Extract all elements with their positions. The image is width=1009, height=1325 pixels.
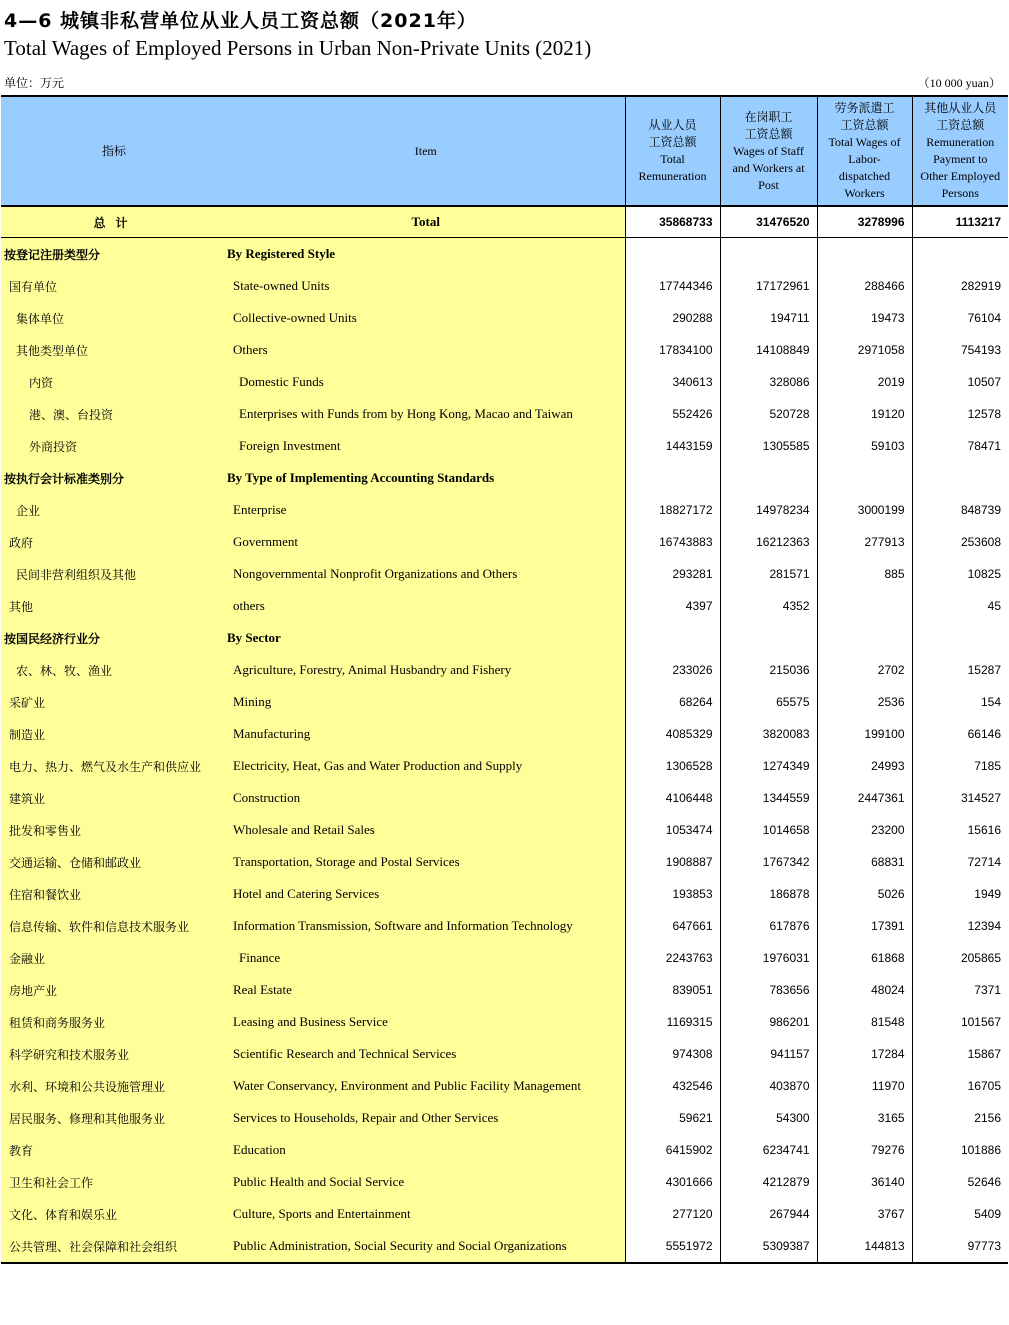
cell-dispatched-wages: 277913: [817, 526, 912, 558]
cell-total-remuneration: 1306528: [625, 750, 720, 782]
cell-total-remuneration: 552426: [625, 398, 720, 430]
row-item-en: Hotel and Catering Services: [227, 878, 625, 910]
row-item-en: Public Health and Social Service: [227, 1166, 625, 1198]
cell-dispatched-wages: 61868: [817, 942, 912, 974]
cell-other-remuneration: 7371: [912, 974, 1008, 1006]
cell-dispatched-wages: 19473: [817, 302, 912, 334]
cell-staff-wages: 65575: [720, 686, 817, 718]
row-indicator-cn: 港、澳、台投资: [1, 398, 227, 430]
row-indicator-cn: 住宿和餐饮业: [1, 878, 227, 910]
cell-staff-wages: 14108849: [720, 334, 817, 366]
table-row: [1, 398, 1008, 430]
row-item-en: Services to Households, Repair and Other Services: [227, 1102, 625, 1134]
row-item-en: By Registered Style: [227, 238, 625, 271]
header-col1-cn: 从业人员 工资总额: [648, 118, 697, 149]
cell-other-remuneration: 10507: [912, 366, 1008, 398]
row-indicator-cn: 政府: [1, 526, 227, 558]
cell-dispatched-wages: 36140: [817, 1166, 912, 1198]
row-item-en: Agriculture, Forestry, Animal Husbandry and Fishery: [227, 654, 625, 686]
table-row: [1, 654, 1008, 686]
row-indicator-cn: 房地产业: [1, 974, 227, 1006]
cell-dispatched-wages: 2447361: [817, 782, 912, 814]
cell-dispatched-wages: 5026: [817, 878, 912, 910]
cell-dispatched-wages: [817, 590, 912, 622]
row-item-en: Enterprise: [227, 494, 625, 526]
row-item-en: Mining: [227, 686, 625, 718]
row-item-en: Wholesale and Retail Sales: [227, 814, 625, 846]
cell-total-remuneration: 1908887: [625, 846, 720, 878]
row-indicator-cn: 建筑业: [1, 782, 227, 814]
cell-other-remuneration: 72714: [912, 846, 1008, 878]
row-item-en: Foreign Investment: [227, 430, 625, 462]
cell-staff-wages: 6234741: [720, 1134, 817, 1166]
unit-label-en: （10 000 yuan）: [917, 76, 1001, 90]
cell-dispatched-wages: 3165: [817, 1102, 912, 1134]
row-item-en: Electricity, Heat, Gas and Water Production and Supply: [227, 750, 625, 782]
cell-staff-wages: 5309387: [720, 1230, 817, 1263]
cell-total-remuneration: 16743883: [625, 526, 720, 558]
row-indicator-cn: 外商投资: [1, 430, 227, 462]
cell-staff-wages: 617876: [720, 910, 817, 942]
header-indicator: 指标: [1, 96, 227, 206]
cell-other-remuneration: 154: [912, 686, 1008, 718]
header-col2-cn: 在岗职工 工资总额: [744, 109, 793, 141]
cell-dispatched-wages: [817, 462, 912, 494]
table-row: [1, 494, 1008, 526]
row-item-en: Domestic Funds: [227, 366, 625, 398]
header-other-remuneration: [912, 96, 1008, 206]
cell-total-remuneration: 17834100: [625, 334, 720, 366]
header-col3-en: Total Wages of Labor- dispatched Workers: [828, 135, 901, 200]
cell-staff-wages: 1274349: [720, 750, 817, 782]
cell-dispatched-wages: 19120: [817, 398, 912, 430]
header-col4-en: Remuneration Payment to Other Employed Persons: [920, 135, 1001, 200]
header-col2-en: Wages of Staff and Workers at Post: [732, 143, 805, 192]
row-indicator-cn: 按登记注册类型分: [1, 238, 227, 271]
row-indicator-cn: 集体单位: [1, 302, 227, 334]
table-row: [1, 686, 1008, 718]
cell-other-remuneration: 78471: [912, 430, 1008, 462]
table-row: [1, 750, 1008, 782]
row-item-en: Leasing and Business Service: [227, 1006, 625, 1038]
cell-other-remuneration: 76104: [912, 302, 1008, 334]
table-row: [1, 270, 1008, 302]
cell-total-remuneration: 6415902: [625, 1134, 720, 1166]
table-row: [1, 782, 1008, 814]
cell-staff-wages: 215036: [720, 654, 817, 686]
cell-other-remuneration: [912, 622, 1008, 654]
cell-total-remuneration: 68264: [625, 686, 720, 718]
cell-total-remuneration: [625, 622, 720, 654]
row-indicator-cn: 制造业: [1, 718, 227, 750]
row-item-en: Real Estate: [227, 974, 625, 1006]
row-indicator-cn: 其他类型单位: [1, 334, 227, 366]
row-indicator-cn: 科学研究和技术服务业: [1, 1038, 227, 1070]
cell-staff-wages: 520728: [720, 398, 817, 430]
cell-total-remuneration: 59621: [625, 1102, 720, 1134]
cell-staff-wages: 1014658: [720, 814, 817, 846]
cell-total-remuneration: 4301666: [625, 1166, 720, 1198]
table-row: [1, 1166, 1008, 1198]
table-row: [1, 1038, 1008, 1070]
cell-dispatched-wages: 2536: [817, 686, 912, 718]
row-indicator-cn: 民间非营利组织及其他: [1, 558, 227, 590]
cell-other-remuneration: [912, 462, 1008, 494]
cell-total-remuneration: [625, 462, 720, 494]
cell-total-remuneration: 17744346: [625, 270, 720, 302]
cell-staff-wages: 267944: [720, 1198, 817, 1230]
table-row: [1, 590, 1008, 622]
cell-total-remuneration: 4397: [625, 590, 720, 622]
row-indicator-cn: 按执行会计标准类别分: [1, 462, 227, 494]
cell-dispatched-wages: 3767: [817, 1198, 912, 1230]
cell-other-remuneration: [912, 238, 1008, 271]
cell-staff-wages: 16212363: [720, 526, 817, 558]
table-row: [1, 910, 1008, 942]
header-item: Item: [227, 96, 625, 206]
cell-dispatched-wages: [817, 622, 912, 654]
row-item-en: Construction: [227, 782, 625, 814]
cell-dispatched-wages: 23200: [817, 814, 912, 846]
table-row: [1, 334, 1008, 366]
cell-other-remuneration: 282919: [912, 270, 1008, 302]
table-row: [1, 1134, 1008, 1166]
table-body: [1, 206, 1008, 1263]
cell-total-remuneration: 4106448: [625, 782, 720, 814]
cell-total-remuneration: 839051: [625, 974, 720, 1006]
cell-total-remuneration: 2243763: [625, 942, 720, 974]
table-row: [1, 526, 1008, 558]
row-item-en: Enterprises with Funds from by Hong Kong, Macao and Taiwan: [227, 398, 625, 430]
cell-other-remuneration: 1949: [912, 878, 1008, 910]
table-row: [1, 878, 1008, 910]
cell-dispatched-wages: 79276: [817, 1134, 912, 1166]
row-indicator-cn: 信息传输、软件和信息技术服务业: [1, 910, 227, 942]
section-row: [1, 622, 1008, 654]
row-item-en: By Sector: [227, 622, 625, 654]
row-item-en: Information Transmission, Software and Information Technology: [227, 910, 625, 942]
cell-staff-wages: 941157: [720, 1038, 817, 1070]
cell-total-remuneration: 35868733: [625, 206, 720, 238]
cell-staff-wages: 3820083: [720, 718, 817, 750]
cell-dispatched-wages: 199100: [817, 718, 912, 750]
cell-staff-wages: [720, 238, 817, 271]
cell-other-remuneration: 101567: [912, 1006, 1008, 1038]
cell-other-remuneration: 66146: [912, 718, 1008, 750]
cell-other-remuneration: 12394: [912, 910, 1008, 942]
row-indicator-cn: 企业: [1, 494, 227, 526]
section-row: [1, 462, 1008, 494]
cell-total-remuneration: 974308: [625, 1038, 720, 1070]
row-indicator-cn: 农、林、牧、渔业: [1, 654, 227, 686]
table-row: [1, 366, 1008, 398]
cell-other-remuneration: 45: [912, 590, 1008, 622]
cell-other-remuneration: 16705: [912, 1070, 1008, 1102]
row-indicator-cn: 居民服务、修理和其他服务业: [1, 1102, 227, 1134]
cell-dispatched-wages: 3000199: [817, 494, 912, 526]
row-indicator-cn: 总计: [1, 206, 227, 238]
cell-other-remuneration: 52646: [912, 1166, 1008, 1198]
page-title-cn: 4—6 城镇非私营单位从业人员工资总额（2021年）: [4, 10, 477, 32]
cell-other-remuneration: 15616: [912, 814, 1008, 846]
row-item-en: Collective-owned Units: [227, 302, 625, 334]
row-indicator-cn: 水利、环境和公共设施管理业: [1, 1070, 227, 1102]
table-row: [1, 846, 1008, 878]
table-row: [1, 1102, 1008, 1134]
row-indicator-cn: 采矿业: [1, 686, 227, 718]
cell-other-remuneration: 101886: [912, 1134, 1008, 1166]
cell-staff-wages: 1976031: [720, 942, 817, 974]
row-indicator-cn: 国有单位: [1, 270, 227, 302]
cell-total-remuneration: 277120: [625, 1198, 720, 1230]
cell-total-remuneration: 647661: [625, 910, 720, 942]
cell-staff-wages: 14978234: [720, 494, 817, 526]
cell-other-remuneration: 1113217: [912, 206, 1008, 238]
wages-table: [1, 95, 1008, 1264]
cell-staff-wages: 1767342: [720, 846, 817, 878]
cell-other-remuneration: 12578: [912, 398, 1008, 430]
cell-total-remuneration: 290288: [625, 302, 720, 334]
cell-dispatched-wages: 2702: [817, 654, 912, 686]
cell-dispatched-wages: 11970: [817, 1070, 912, 1102]
cell-other-remuneration: 5409: [912, 1198, 1008, 1230]
cell-staff-wages: 986201: [720, 1006, 817, 1038]
row-item-en: By Type of Implementing Accounting Standards: [227, 462, 625, 494]
cell-dispatched-wages: 68831: [817, 846, 912, 878]
table-row: [1, 1198, 1008, 1230]
row-indicator-cn: 交通运输、仓储和邮政业: [1, 846, 227, 878]
row-item-en: Scientific Research and Technical Services: [227, 1038, 625, 1070]
cell-staff-wages: 1305585: [720, 430, 817, 462]
cell-staff-wages: 194711: [720, 302, 817, 334]
cell-total-remuneration: 1443159: [625, 430, 720, 462]
cell-total-remuneration: 5551972: [625, 1230, 720, 1263]
cell-other-remuneration: 97773: [912, 1230, 1008, 1263]
cell-other-remuneration: 15287: [912, 654, 1008, 686]
row-item-en: Public Administration, Social Security and Social Organizations: [227, 1230, 625, 1263]
cell-other-remuneration: 7185: [912, 750, 1008, 782]
row-indicator-cn: 教育: [1, 1134, 227, 1166]
header-col4-cn: 其他从业人员 工资总额: [924, 101, 997, 132]
cell-total-remuneration: 18827172: [625, 494, 720, 526]
cell-dispatched-wages: 24993: [817, 750, 912, 782]
cell-dispatched-wages: 17391: [817, 910, 912, 942]
header-dispatched-wages: [817, 96, 912, 206]
table-row: [1, 974, 1008, 1006]
table-row: [1, 814, 1008, 846]
row-indicator-cn: 卫生和社会工作: [1, 1166, 227, 1198]
cell-other-remuneration: 2156: [912, 1102, 1008, 1134]
header-col1-en: Total Remuneration: [638, 152, 707, 183]
section-row: [1, 238, 1008, 271]
cell-dispatched-wages: 2019: [817, 366, 912, 398]
table-row: [1, 302, 1008, 334]
cell-total-remuneration: 340613: [625, 366, 720, 398]
cell-staff-wages: 403870: [720, 1070, 817, 1102]
cell-total-remuneration: 193853: [625, 878, 720, 910]
row-indicator-cn: 公共管理、社会保障和社会组织: [1, 1230, 227, 1263]
table-row: [1, 1230, 1008, 1263]
cell-dispatched-wages: 144813: [817, 1230, 912, 1263]
cell-dispatched-wages: 81548: [817, 1006, 912, 1038]
row-indicator-cn: 电力、热力、燃气及水生产和供应业: [1, 750, 227, 782]
unit-label-cn: 单位：万元: [4, 76, 65, 90]
cell-staff-wages: 31476520: [720, 206, 817, 238]
cell-staff-wages: 4212879: [720, 1166, 817, 1198]
cell-other-remuneration: 848739: [912, 494, 1008, 526]
table-header-row: [1, 96, 1008, 206]
table-row: [1, 942, 1008, 974]
cell-other-remuneration: 205865: [912, 942, 1008, 974]
row-item-en: Government: [227, 526, 625, 558]
cell-total-remuneration: 293281: [625, 558, 720, 590]
cell-staff-wages: 17172961: [720, 270, 817, 302]
cell-staff-wages: 186878: [720, 878, 817, 910]
row-indicator-cn: 按国民经济行业分: [1, 622, 227, 654]
cell-staff-wages: 4352: [720, 590, 817, 622]
header-total-remuneration: [625, 96, 720, 206]
cell-other-remuneration: 314527: [912, 782, 1008, 814]
header-staff-wages: [720, 96, 817, 206]
cell-dispatched-wages: 288466: [817, 270, 912, 302]
row-item-en: others: [227, 590, 625, 622]
row-item-en: Water Conservancy, Environment and Public Facility Management: [227, 1070, 625, 1102]
row-item-en: Manufacturing: [227, 718, 625, 750]
row-item-en: Others: [227, 334, 625, 366]
cell-dispatched-wages: 3278996: [817, 206, 912, 238]
row-indicator-cn: 金融业: [1, 942, 227, 974]
cell-staff-wages: 54300: [720, 1102, 817, 1134]
cell-dispatched-wages: 885: [817, 558, 912, 590]
row-item-en: Total: [227, 206, 625, 238]
table-row: [1, 1070, 1008, 1102]
header-col3-cn: 劳务派遣工 工资总额: [834, 101, 895, 132]
cell-total-remuneration: 233026: [625, 654, 720, 686]
cell-total-remuneration: 1053474: [625, 814, 720, 846]
cell-total-remuneration: 432546: [625, 1070, 720, 1102]
cell-dispatched-wages: 48024: [817, 974, 912, 1006]
row-indicator-cn: 文化、体育和娱乐业: [1, 1198, 227, 1230]
row-item-en: Nongovernmental Nonprofit Organizations and Others: [227, 558, 625, 590]
cell-dispatched-wages: [817, 238, 912, 271]
row-indicator-cn: 内资: [1, 366, 227, 398]
page-title-en: Total Wages of Employed Persons in Urban Non-Private Units (2021): [4, 36, 592, 60]
row-indicator-cn: 其他: [1, 590, 227, 622]
cell-staff-wages: 281571: [720, 558, 817, 590]
cell-other-remuneration: 253608: [912, 526, 1008, 558]
cell-staff-wages: [720, 462, 817, 494]
row-indicator-cn: 租赁和商务服务业: [1, 1006, 227, 1038]
row-item-en: Transportation, Storage and Postal Services: [227, 846, 625, 878]
table-row: [1, 430, 1008, 462]
row-item-en: Education: [227, 1134, 625, 1166]
cell-other-remuneration: 10825: [912, 558, 1008, 590]
cell-dispatched-wages: 59103: [817, 430, 912, 462]
row-indicator-cn: 批发和零售业: [1, 814, 227, 846]
cell-staff-wages: 328086: [720, 366, 817, 398]
cell-total-remuneration: 4085329: [625, 718, 720, 750]
cell-staff-wages: 783656: [720, 974, 817, 1006]
row-item-en: Culture, Sports and Entertainment: [227, 1198, 625, 1230]
table-row: [1, 558, 1008, 590]
cell-staff-wages: 1344559: [720, 782, 817, 814]
cell-total-remuneration: 1169315: [625, 1006, 720, 1038]
cell-dispatched-wages: 17284: [817, 1038, 912, 1070]
cell-staff-wages: [720, 622, 817, 654]
row-item-en: State-owned Units: [227, 270, 625, 302]
cell-dispatched-wages: 2971058: [817, 334, 912, 366]
table-row: [1, 1006, 1008, 1038]
cell-other-remuneration: 15867: [912, 1038, 1008, 1070]
row-item-en: Finance: [227, 942, 625, 974]
total-row: [1, 206, 1008, 238]
cell-total-remuneration: [625, 238, 720, 271]
cell-other-remuneration: 754193: [912, 334, 1008, 366]
table-row: [1, 718, 1008, 750]
